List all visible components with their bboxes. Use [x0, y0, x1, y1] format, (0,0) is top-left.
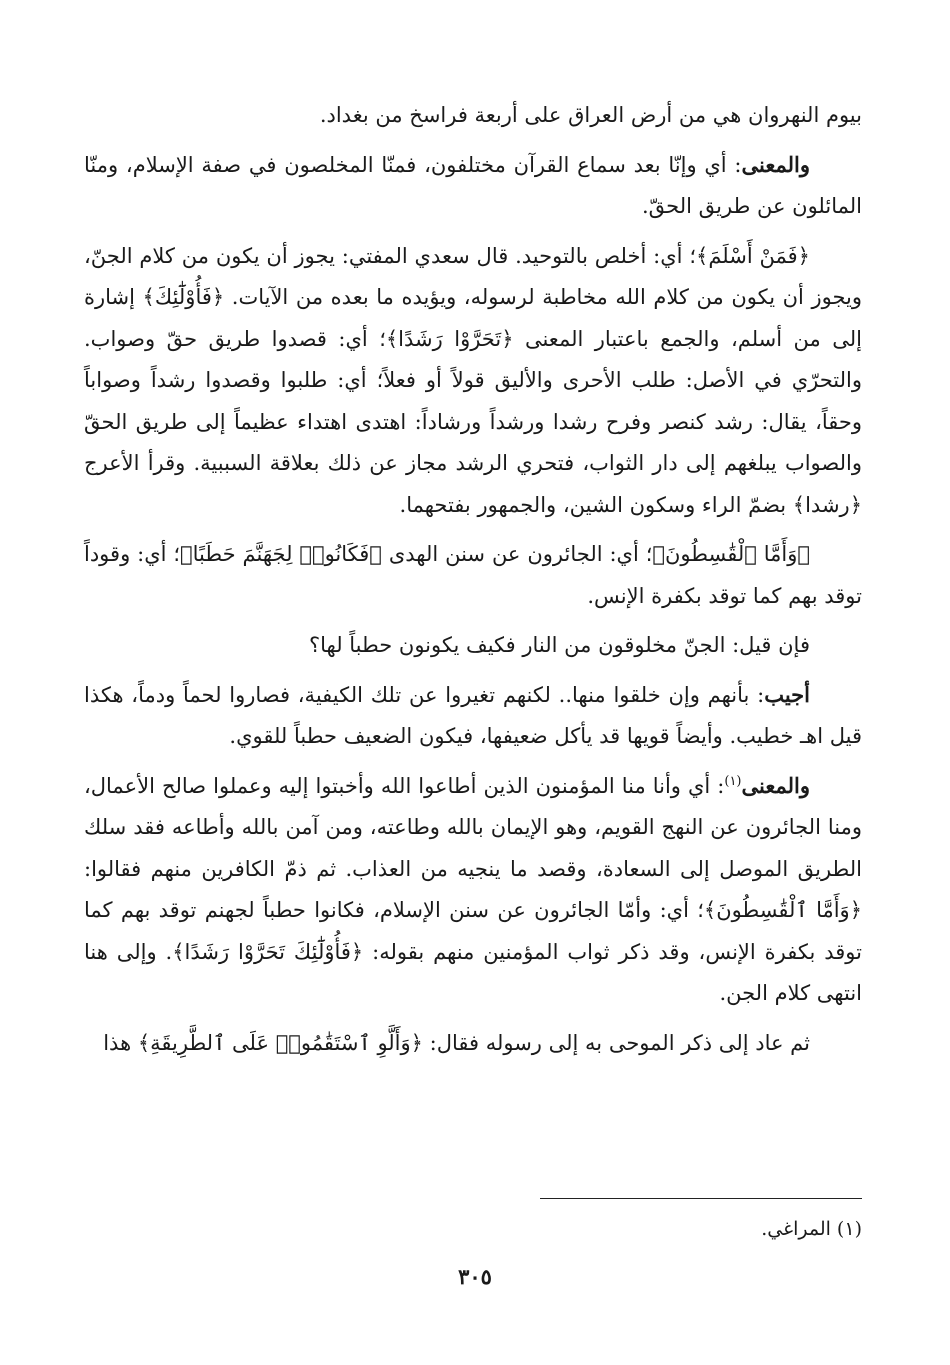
footnote-divider — [540, 1198, 862, 1199]
paragraph-3 — [84, 235, 862, 527]
paragraph-text: : بأنهم وإن خلقوا منها.. لكنهم تغيروا عن تلك الكيفية، فصاروا لحماً ودماً، هكذا قيل اهـ خطيب. وأيضاً قويها قد يأكل ضعيفها، فيكون الضعيف حطباً للقوي. — [84, 682, 862, 748]
page-number: ٣٠٥ — [458, 1264, 492, 1289]
paragraph-6 — [84, 674, 862, 758]
paragraph-8 — [84, 1022, 862, 1065]
footnote: (١) المراغي. — [761, 1218, 862, 1240]
page-body — [84, 94, 862, 1071]
paragraph-lead: والمعنى — [741, 151, 810, 177]
footnote-marker: (١) — [724, 773, 742, 789]
paragraph-lead: أجيب — [764, 681, 810, 707]
paragraph-text: ﴿وَأَمَّا ٱلْقَٰسِطُونَ﴾؛ أي: الجائرون عن سنن الهدى ﴿فَكَانُوا۟ لِجَهَنَّمَ حَطَبًا﴾؛ أي: وقوداً توقد بهم كما توقد بكفرة الإنس. — [84, 542, 862, 608]
paragraph-1 — [84, 94, 862, 137]
paragraph-4 — [84, 533, 862, 617]
paragraph-2 — [84, 144, 862, 228]
paragraph-7 — [84, 765, 862, 1015]
paragraph-text: ﴿فَمَنْ أَسْلَمَ﴾؛ أي: أخلص بالتوحيد. قال سعدي المفتي: يجوز أن يكون من كلام الجنّ، ويجوز أن يكون من كلام الله مخاطبة لرسوله، ويؤيده ما بعده من الآيات. ﴿فَأُوْلَٰٓئِكَ﴾ إشارة إلى من أسلم، والجمع باعتبار المعنى ﴿تَحَرَّوْا رَشَدًا﴾؛ أي: قصدوا طريق حقّ وصواب. والتحرّي في الأصل: طلب الأحرى والأليق قولاً أو فعلاً؛ أي: طلبوا وقصدوا رشداً وصواباً وحقاً، يقال: رشد كنصر وفرح رشدا ورشداً ورشاداً: اهتدى اهتداء عظيماً إلى طريق الحقّ والصواب يبلغهم إلى دار الثواب، فتحري الرشد مجاز عن ذلك بعلاقة السببية. وقرأ الأعرج ﴿رشدا﴾ بضمّ الراء وسكون الشين، والجمهور بفتحهما. — [84, 243, 862, 517]
paragraph-text: بيوم النهروان هي من أرض العراق على أربعة فراسخ من بغداد. — [319, 103, 862, 127]
paragraph-5 — [84, 624, 862, 667]
paragraph-text: فإن قيل: الجنّ مخلوقون من النار فكيف يكونون حطباً لها؟ — [308, 633, 810, 657]
paragraph-text: : أي وأنا منا المؤمنون الذين أطاعوا الله وأخبتوا إليه وعملوا صالح الأعمال، ومنا الجائرون عن النهج القويم، وهو الإيمان بالله وطاعته، ومن آمن بالله وأطاعه فقد سلك الطريق الموصل إلى السعادة، وقصد ما ينجيه من العذاب. ثم ذمّ الكافرين منهم فقالوا: ﴿وَأَمَّا ٱلْقَٰسِطُونَ﴾؛ أي: وأمّا الجائرون عن سنن الإسلام، فكانوا حطباً لجهنم توقد بهم كما توقد بكفرة الإنس، وقد ذكر ثواب المؤمنين منهم بقوله: ﴿فَأُوْلَٰٓئِكَ تَحَرَّوْا رَشَدًا﴾. وإلى هنا انتهى كلام الجن. — [84, 773, 862, 1005]
paragraph-text: : أي وإنّا بعد سماع القرآن مختلفون، فمنّا المخلصون في صفة الإسلام، ومنّا المائلون عن طريق الحقّ. — [84, 152, 862, 218]
paragraph-lead: والمعنى — [741, 772, 810, 798]
paragraph-text: ثم عاد إلى ذكر الموحى به إلى رسوله فقال: ﴿وَأَلَّوِ ٱسْتَقَٰمُوا۟ عَلَى ٱلطَّرِيقَةِ﴾ هذا — [103, 1030, 810, 1055]
